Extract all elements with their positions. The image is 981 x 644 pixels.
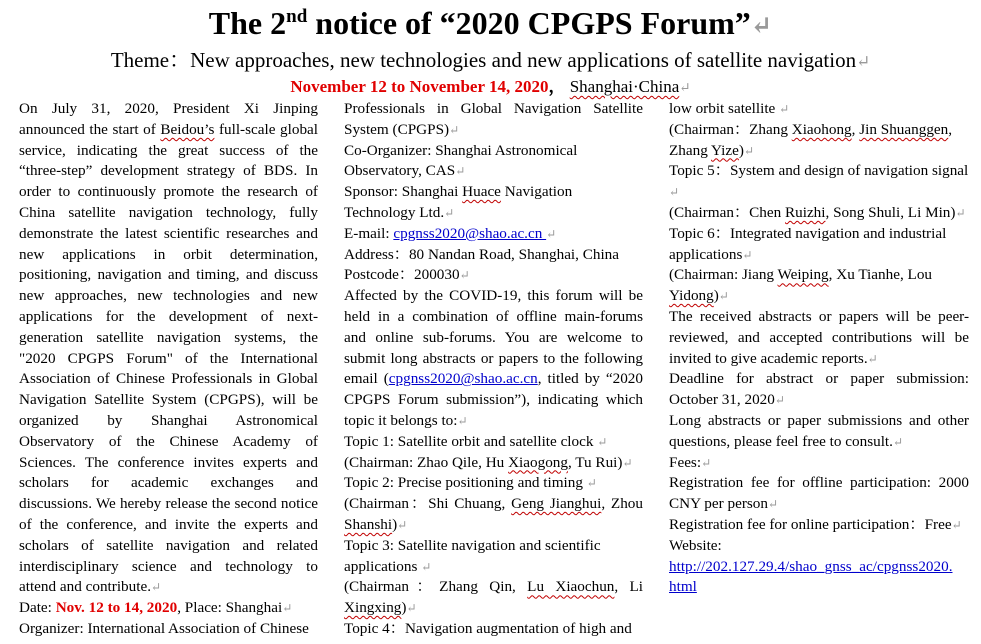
theme-line: Theme：New approaches, new technologies and new applications of satellite navigation↵ [110, 48, 871, 72]
chair-5: (Chairman：Chen Ruizhi, Song Shuli, Li Min)↵ [669, 203, 966, 221]
sponsor: Sponsor: Shanghai Huace Navigation Technology Ltd.↵ [344, 183, 573, 221]
forum-dates: November 12 to November 14, 2020 [290, 77, 549, 96]
date-place-paragraph: Date: Nov. 12 to 14, 2020, Place: Shanghai↵ [19, 599, 293, 617]
column-3 [669, 99, 969, 598]
consult-paragraph: Long abstracts or paper submissions and other questions, please feel free to consult.↵ [669, 411, 969, 450]
topic-2: Topic 2: Precise positioning and timing ↵ [344, 474, 597, 492]
paragraph-mark: ↵ [750, 11, 773, 40]
chair-4: (Chairman：Zhang Xiaohong, Jin Shuanggen, Zhang Yize)↵ [669, 120, 953, 159]
forum-place: Shanghai·China [569, 77, 680, 96]
topic-5: Topic 5：System and design of navigation signal ↵ [669, 162, 969, 200]
chair-3: (Chairman：Zhang Qin, Lu Xiaochun, Li Xingxing)↵ [344, 578, 644, 617]
website-link[interactable]: http://202.127.29.4/shao_gnss_ac/cpgnss2020.html [669, 557, 953, 596]
website-line [669, 557, 969, 599]
website-label: Website: [669, 536, 722, 554]
coorganizer: Co-Organizer: Shanghai Astronomical Observatory, CAS↵ [344, 141, 578, 180]
fee-offline: Registration fee for offline participation: 2000 CNY per person↵ [669, 474, 969, 513]
chair-2: (Chairman：Shi Chuang, Geng Jianghui, Zhou Shanshi)↵ [344, 495, 643, 533]
topic-3: Topic 3: Satellite navigation and scientific applications ↵ [344, 536, 601, 575]
intro-paragraph: On July 31, 2020, President Xi Jinping announced the start of Beidou’s full-scale global service, indicating the great success of the “three-step” development strategy of BDS. In order to continuously promote the research of China satellite navigation technology, fully demonstrate the latest scientific researches and new applications in orbit determination, positioning, navigation and timing, and discuss new approaches, new technologies and new applications for the development of next-generation satellite navigation systems, the "2020 CPGPS Forum" of the International Association of Chinese Professionals in Global Navigation Satellite System (CPGPS), will be organized by Shanghai Astronomical Observatory of the Chinese Academy of Sciences. The conference invites experts and scholars for academic exchanges and discussions. We hereby release the second notice of the conference, and invite the experts and scholars of satellite navigation and related interdisciplinary science and technology to attend and contribute.↵ [19, 100, 318, 596]
topic-4-continued: low orbit satellite ↵ [669, 100, 790, 117]
paragraph-mark: ↵ [856, 52, 871, 71]
topic-1: Topic 1: Satellite orbit and satellite clock ↵ [344, 432, 608, 450]
column-1 [19, 99, 318, 640]
topic-4: Topic 4：Navigation augmentation of high and [344, 619, 632, 637]
chair-6: (Chairman: Jiang Weiping, Xu Tianhe, Lou Yidong)↵ [669, 266, 933, 305]
deadline-paragraph: Deadline for abstract or paper submission: October 31, 2020↵ [669, 370, 969, 409]
email-link[interactable]: cpgnss2020@shao.ac.cn [393, 224, 547, 242]
topic-6: Topic 6：Integrated navigation and industrial applications↵ [669, 224, 947, 263]
postcode-line: Postcode：200030↵ [344, 266, 470, 284]
notice-title: The 2nd notice of “2020 CPGPS Forum”↵ [208, 5, 773, 41]
covid-paragraph: Affected by the COVID-19, this forum will be held in a combination of offline main-forums and online sub-forums. You are welcome to submit long abstracts or papers to the following email (cpgnss2020@shao.ac.cn, titled by “2020 CPGPS Forum submission”), indicating which topic it belongs to:↵ [344, 287, 643, 429]
column-2 [344, 99, 643, 640]
fee-online: Registration fee for online participation：Free↵ [669, 515, 962, 533]
date-place-line: November 12 to November 14, 2020， Shanghai·China↵ [290, 77, 691, 96]
organizer-paragraph: Organizer: International Association of Chinese [19, 619, 309, 637]
address-line: Address：80 Nandan Road, Shanghai, China [344, 245, 620, 263]
email-line: E-mail: cpgnss2020@shao.ac.cn ↵ [344, 224, 557, 242]
review-paragraph: The received abstracts or papers will be peer-reviewed, and accepted contributions will be invited to give academic reports.↵ [669, 307, 969, 367]
fees-heading: Fees:↵ [669, 453, 712, 471]
submission-email-link[interactable]: cpgnss2020@shao.ac.cn [388, 370, 538, 388]
organizer-continued: Professionals in Global Navigation Satellite System (CPGPS)↵ [344, 100, 643, 138]
chair-1: (Chairman: Zhao Qile, Hu Xiaogong, Tu Rui)↵ [344, 453, 633, 471]
